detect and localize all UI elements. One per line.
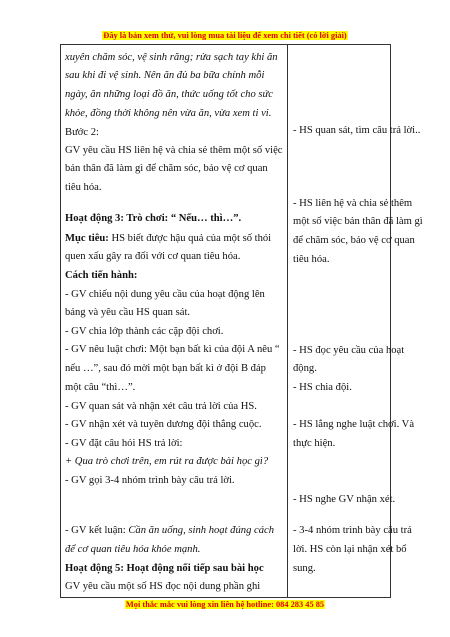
text-line: - 3-4 nhóm trình bày câu trả	[293, 525, 412, 536]
text-line: - GV chia lớp thành các cặp đội chơi.	[65, 326, 224, 337]
procedure-heading: Cách tiến hành:	[65, 270, 138, 281]
text-line: khỏe, đồng thời không nên vừa ăn, vừa xem ti vi.	[65, 108, 272, 119]
text-line: động.	[293, 363, 317, 374]
text-line: sau khi đi vệ sinh. Nên ăn đủ ba bữa chính mỗi	[65, 70, 265, 81]
preview-notice: Đây là bản xem thử, vui lòng mua tài liệu để xem chi tiết (có lời giải)	[103, 31, 347, 40]
text-line: để cơ quan tiêu hóa khỏe mạnh.	[65, 544, 201, 555]
question-line: + Qua trò chơi trên, em rút ra được bài học gì?	[65, 456, 269, 467]
text-line: - GV đặt câu hỏi HS trả lời:	[65, 438, 183, 449]
text-line: - HS liên hệ và chia sẻ thêm	[293, 198, 413, 209]
conclusion-text: Cần ăn uống, sinh hoạt đúng cách	[128, 525, 275, 536]
lesson-table	[60, 44, 423, 598]
activity-3-heading: Hoạt động 3: Trò chơi: “ Nếu… thì…”.	[65, 213, 242, 224]
column-divider	[287, 45, 288, 597]
text-line: lời. HS còn lại nhận xét bổ	[293, 544, 407, 555]
text-line: - HS chia đội.	[293, 382, 352, 393]
text-line: tiêu hóa.	[293, 254, 330, 265]
text-line: sung.	[293, 563, 316, 574]
conclusion-line	[65, 524, 274, 537]
text-line: tiêu hóa.	[65, 182, 102, 193]
text-line: để chăm sóc, bảo vệ cơ quan	[293, 235, 415, 246]
text-line: - GV gọi 3-4 nhóm trình bày câu trả lời.	[65, 475, 235, 486]
text-line: - HS lắng nghe luật chơi. Và	[293, 419, 415, 430]
text-line: bản thân đã làm gì để chăm sóc, bảo vệ cơ quan	[65, 163, 268, 174]
step-label: Bước 2:	[65, 127, 100, 138]
text-line: - HS quan sát, tìm câu trả lời..	[293, 125, 421, 136]
text-line: - HS nghe GV nhận xét.	[293, 494, 396, 505]
text-line: GV yêu cầu một số HS đọc nội dung phần ghi	[65, 581, 261, 592]
text-line: quen xấu gây ra đối với cơ quan tiêu hóa.	[65, 251, 241, 262]
text-line: - GV nêu luật chơi: Một bạn bất kì của đội A nêu “	[65, 344, 280, 355]
text-line: GV yêu cầu HS liên hệ và chia sẻ thêm một số việc	[65, 145, 283, 156]
text-line: thực hiện.	[293, 438, 336, 449]
objective-label: Mục tiêu:	[65, 233, 109, 244]
hotline-notice: Mọi thắc mắc vui lòng xin liên hệ hotline: 084 283 45 85	[125, 600, 325, 609]
text-line: một câu “thì…”.	[65, 382, 136, 393]
objective-text: HS biết được hậu quả của một số thói	[108, 233, 272, 244]
text-line: - GV quan sát và nhận xét câu trả lời của HS.	[65, 401, 257, 412]
activity-5-heading: Hoạt động 5: Hoạt động nối tiếp sau bài học	[65, 563, 264, 574]
text-line: xuyên chăm sóc, vệ sinh răng; rửa sạch tay khi ăn	[65, 52, 278, 63]
text-line: - GV nhận xét và tuyên dương đội thắng cuộc.	[65, 419, 262, 430]
text-line: bảng và yêu cầu HS quan sát.	[65, 307, 191, 318]
text-line: nếu …”, sau đó mời một bạn bất kì ở đội B đáp	[65, 363, 266, 374]
conclusion-prefix: - GV kết luận:	[65, 525, 129, 536]
objective-line	[65, 232, 271, 245]
text-line: - GV chiếu nội dung yêu cầu của hoạt động lên	[65, 289, 265, 300]
text-line: ngày, ăn những loại đồ ăn, thức uống tốt cho sức	[65, 89, 274, 100]
text-line: - HS đọc yêu cầu của hoạt	[293, 345, 405, 356]
text-line: một số việc bản thân đã làm gì	[293, 216, 423, 227]
